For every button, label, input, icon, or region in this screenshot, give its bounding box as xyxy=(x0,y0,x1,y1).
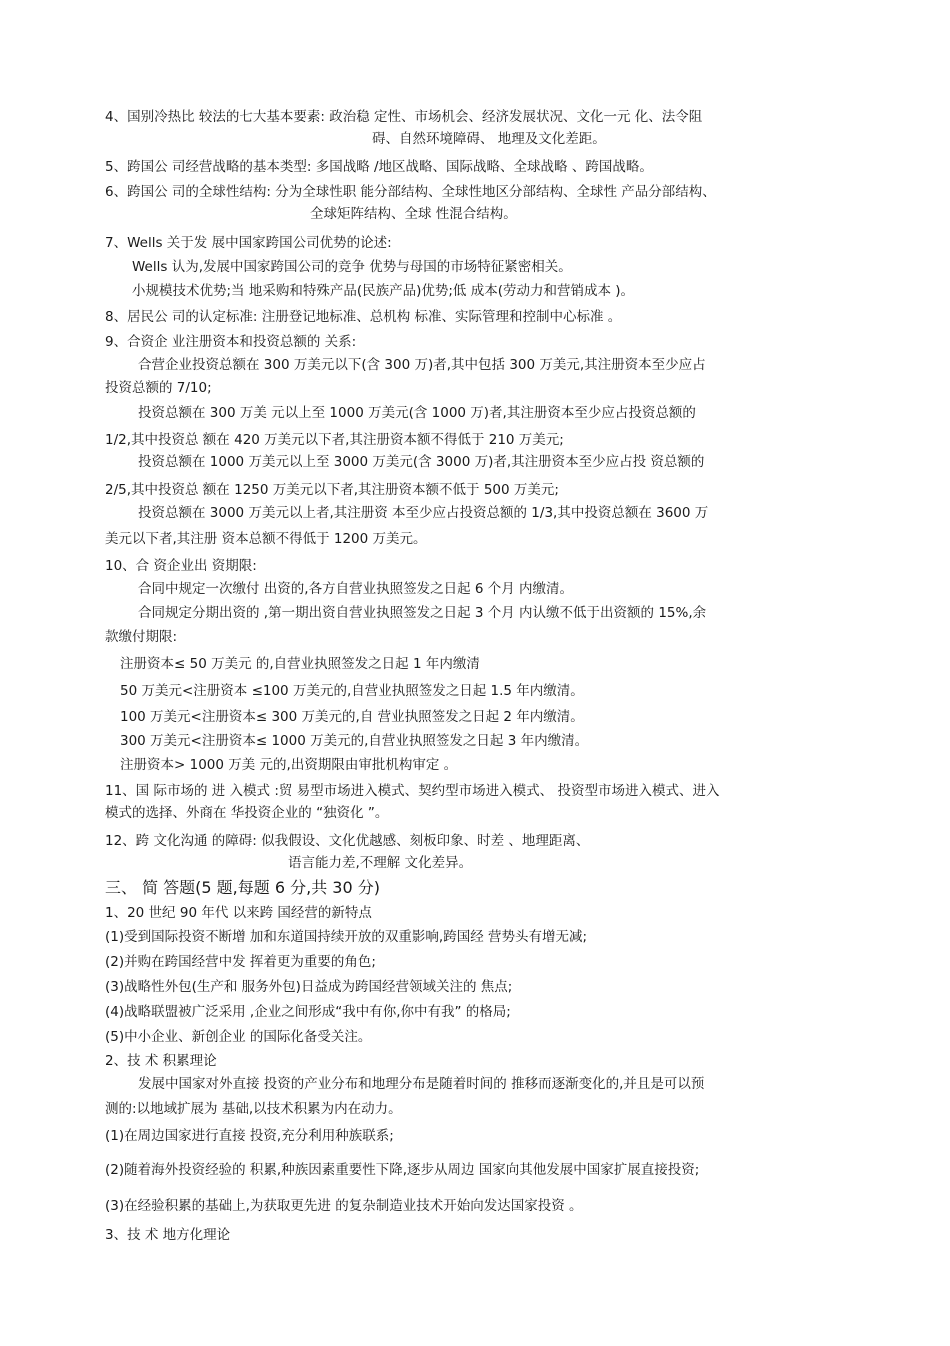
text-line: 全球矩阵结构、全球 性混合结构。 xyxy=(310,206,517,222)
text-line: 11、国 际市场的 进 入模式 :贸 易型市场进入模式、契约型市场进入模式、 投资型市场进入模式、进入 xyxy=(105,783,720,799)
list-item: (1)受到国际投资不断增 加和东道国持续开放的双重影响,跨国经 营势头有增无减; xyxy=(105,929,588,945)
text-line: 1、20 世纪 90 年代 以来跨 国经营的新特点 xyxy=(105,905,372,921)
text-line: 10、合 资企业出 资期限: xyxy=(105,558,257,574)
text-line: 投资总额在 1000 万美元以上至 3000 万美元(含 3000 万)者,其注册资本至少应占投 资总额的 xyxy=(138,454,705,470)
text-line: 50 万美元<注册资本 ≤100 万美元的,自营业执照签发之日起 1.5 年内缴清。 xyxy=(120,683,584,699)
section-heading: 三、 简 答题(5 题,每题 6 分,共 30 分) xyxy=(105,878,380,897)
text-line: 注册资本> 1000 万美 元的,出资期限由审批机构审定 。 xyxy=(120,757,458,773)
text-line: 2、技 术 积累理论 xyxy=(105,1053,217,1069)
text-line: 注册资本≤ 50 万美元 的,自营业执照签发之日起 1 年内缴清 xyxy=(120,656,480,672)
text-line: 投资总额在 300 万美 元以上至 1000 万美元(含 1000 万)者,其注册资本至少应占投资总额的 xyxy=(138,405,696,421)
text-line: 款缴付期限: xyxy=(105,629,178,645)
text-line: 碍、自然环境障碍、 地理及文化差距。 xyxy=(372,131,606,147)
text-line: 投资总额的 7/10; xyxy=(105,380,212,396)
text-line: 模式的选择、外商在 华投资企业的 “独资化 ”。 xyxy=(105,805,389,821)
text-line: 9、合资企 业注册资本和投资总额的 关系: xyxy=(105,334,357,350)
text-line: 1/2,其中投资总 额在 420 万美元以下者,其注册资本额不得低于 210 万美元; xyxy=(105,432,564,448)
text-line: 语言能力差,不理解 文化差异。 xyxy=(288,855,473,871)
text-line: 发展中国家对外直接 投资的产业分布和地理分布是随着时间的 推移而逐渐变化的,并且是可以预 xyxy=(138,1076,705,1092)
list-item: (3)战略性外包(生产和 服务外包)日益成为跨国经营领域关注的 焦点; xyxy=(105,979,513,995)
text-line: 投资总额在 3000 万美元以上者,其注册资 本至少应占投资总额的 1/3,其中投资总额在 3600 万 xyxy=(138,505,709,521)
list-item: (1)在周边国家进行直接 投资,充分利用种族联系; xyxy=(105,1128,394,1144)
text-line: 3、技 术 地方化理论 xyxy=(105,1227,231,1243)
text-line: 8、居民公 司的认定标准: 注册登记地标准、总机构 标准、实际管理和控制中心标准 。 xyxy=(105,309,622,325)
text-line: 美元以下者,其注册 资本总额不得低于 1200 万美元。 xyxy=(105,531,427,547)
list-item: (4)战略联盟被广泛采用 ,企业之间形成“我中有你,你中有我” 的格局; xyxy=(105,1004,511,1020)
text-line: 测的:以地域扩展为 基础,以技术积累为内在动力。 xyxy=(105,1101,402,1117)
text-line: 7、Wells 关于发 展中国家跨国公司优势的论述: xyxy=(105,235,392,251)
text-line: 300 万美元<注册资本≤ 1000 万美元的,自营业执照签发之日起 3 年内缴清。 xyxy=(120,733,589,749)
list-item: (3)在经验积累的基础上,为获取更先进 的复杂制造业技术开始向发达国家投资 。 xyxy=(105,1198,583,1214)
list-item: (2)随着海外投资经验的 积累,种族因素重要性下降,逐步从周边 国家向其他发展中国家扩展直接投资; xyxy=(105,1162,700,1178)
text-line: 5、跨国公 司经营战略的基本类型: 多国战略 /地区战略、国际战略、全球战略 、跨国战略。 xyxy=(105,159,653,175)
text-line: 合同中规定一次缴付 出资的,各方自营业执照签发之日起 6 个月 内缴清。 xyxy=(138,581,574,597)
text-line: 2/5,其中投资总 额在 1250 万美元以下者,其注册资本额不低于 500 万美元; xyxy=(105,482,559,498)
text-line: Wells 认为,发展中国家跨国公司的竞争 优势与母国的市场特征紧密相关。 xyxy=(132,259,572,275)
text-line: 6、跨国公 司的全球性结构: 分为全球性职 能分部结构、全球性地区分部结构、全球性 产品分部结构、 xyxy=(105,184,716,200)
text-line: 12、跨 文化沟通 的障碍: 似我假设、文化优越感、刻板印象、时差 、地理距离、 xyxy=(105,833,590,849)
list-item: (2)并购在跨国经营中发 挥着更为重要的角色; xyxy=(105,954,376,970)
list-item: (5)中小企业、新创企业 的国际化备受关注。 xyxy=(105,1029,372,1045)
text-line: 小规模技术优势;当 地采购和特殊产品(民族产品)优势;低 成本(劳动力和营销成本 )。 xyxy=(132,283,635,299)
text-line: 合同规定分期出资的 ,第一期出资自营业执照签发之日起 3 个月 内认缴不低于出资额的 15%,余 xyxy=(138,605,707,621)
text-line: 4、国别冷热比 较法的七大基本要素: 政治稳 定性、市场机会、经济发展状况、文化一元 化、法令阻 xyxy=(105,109,703,125)
text-line: 100 万美元<注册资本≤ 300 万美元的,自 营业执照签发之日起 2 年内缴清。 xyxy=(120,709,584,725)
text-line: 合营企业投资总额在 300 万美元以下(含 300 万)者,其中包括 300 万美元,其注册资本至少应占 xyxy=(138,357,706,373)
